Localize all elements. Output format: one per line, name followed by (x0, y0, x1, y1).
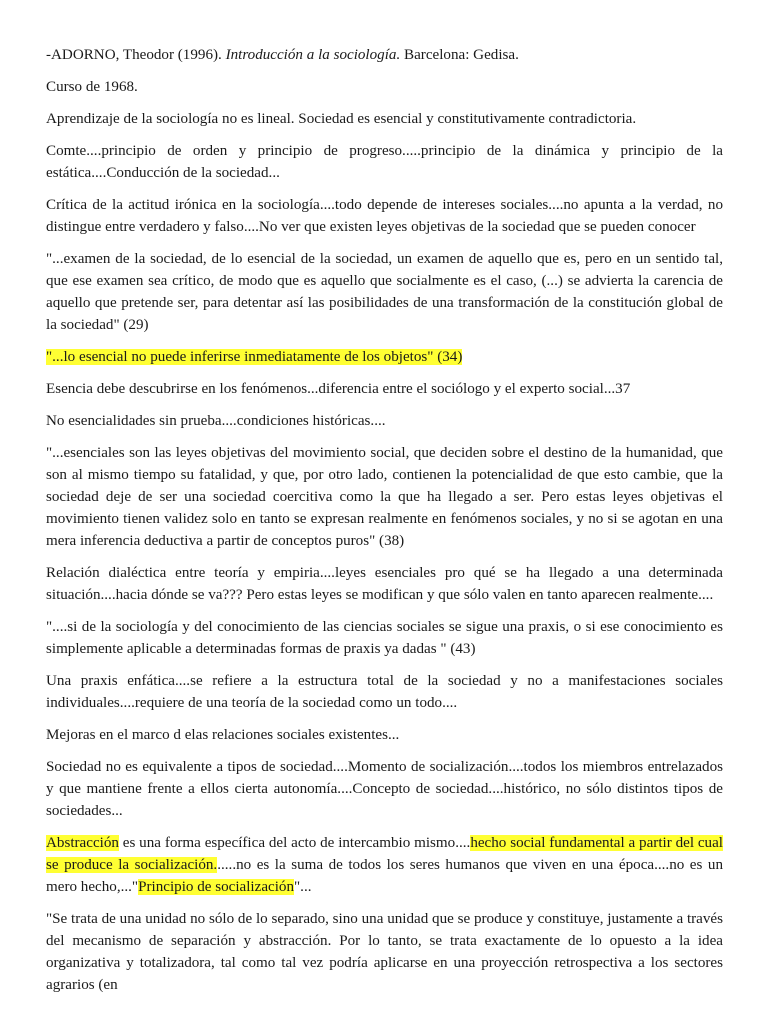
document-body (46, 44, 723, 1006)
quote-38: "...esenciales son las leyes objetivas del movimiento social, que deciden sobre el destino de la humanidad, que son al mismo tiempo su fatalidad, y que, por otro lado, contienen la potencialidad de que esto cambie, que la sociedad deje de ser una sociedad coercitiva como la que ha llegado a ser. Pero estas leyes objetivas el movimiento tienen validez solo en tanto se expresan realmente en fenómenos sociales, y no si se agotan en una mera inferencia deductiva a partir de conceptos puros" (38) (46, 445, 723, 549)
highlighted-quote-34: "...lo esencial no puede inferirse inmediatamente de los objetos" (34) (46, 349, 463, 365)
paragraph-relacion: Relación dialéctica entre teoría y empiria....leyes esenciales pro qué se ha llegado a una determinada situación....hacia dónde se va??? Pero estas leyes se modifican y que sólo valen en tanto aparecen realmente.... (46, 565, 723, 603)
citation-suffix: Barcelona: Gedisa. (400, 47, 519, 63)
paragraph-no-esencialidades: No esencialidades sin prueba....condiciones históricas.... (46, 413, 386, 429)
abstraccion-text-2: .....no es la suma de todos los seres humanos que viven en una época....no es un mero hecho,..." (46, 857, 723, 895)
quote-43: "....si de la sociología y del conocimiento de las ciencias sociales se sigue una praxis, o si ese conocimiento es simplemente aplicable a determinadas formas de praxis ya dadas " (43) (46, 619, 723, 657)
paragraph-abstraccion (46, 832, 723, 898)
quote-34 (46, 346, 723, 368)
quote-29: "...examen de la sociedad, de lo esencial de la sociedad, un examen de aquello que es, pero en un sentido tal, que ese examen sea crítico, de modo que es aquello que socialmente es el caso, (...) se advierta la carencia de aquello que pretende ser, para detentar así las posibilidades de una transformación de la constitución global de la sociedad" (29) (46, 251, 723, 333)
abstraccion-text-3: "... (294, 879, 312, 895)
highlight-hecho-social: hecho social fundamental a partir del cual se produce la socialización. (46, 835, 723, 873)
paragraph-mejoras: Mejoras en el marco d elas relaciones sociales existentes... (46, 727, 400, 743)
quote-final: "Se trata de una unidad no sólo de lo separado, sino una unidad que se produce y constituye, justamente a través del mecanismo de separación y abstracción. Por lo tanto, se trata exactamente de lo opuesto a la idea organizativa y totalizadora, tal como tal vez podría aplicarse en una proyección retrospectiva a los sectores agrarios (en (46, 911, 723, 993)
paragraph-esencia: Esencia debe descubrirse en los fenómenos...diferencia entre el sociólogo y el experto social...37 (46, 381, 631, 397)
paragraph-comte: Comte....principio de orden y principio de progreso.....principio de la dinámica y principio de la estática....Conducción de la sociedad... (46, 143, 723, 181)
abstraccion-text-1: es una forma específica del acto de intercambio mismo.... (118, 835, 471, 851)
paragraph-critica: Crítica de la actitud irónica en la sociología....todo depende de intereses sociales....no apunta a la verdad, no distingue entre verdadero y falso....No ver que existen leyes objetivas de la sociedad que se pueden conocer (46, 197, 723, 235)
highlight-abstraccion: Abstracción (46, 835, 119, 851)
highlight-principio-socializacion: Principio de socialización (138, 879, 295, 895)
course-line: Curso de 1968. (46, 79, 138, 95)
paragraph-learning: Aprendizaje de la sociología no es lineal. Sociedad es esencial y constitutivamente contradictoria. (46, 111, 637, 127)
citation (46, 44, 723, 66)
paragraph-sociedad: Sociedad no es equivalente a tipos de sociedad....Momento de socialización....todos los miembros entrelazados y que mantiene frente a ellos cierta autonomía....Concepto de sociedad....histórico, no sólo distintos tipos de sociedades... (46, 759, 723, 819)
paragraph-praxis: Una praxis enfática....se refiere a la estructura total de la sociedad y no a manifestaciones sociales individuales....requiere de una teoría de la sociedad como un todo.... (46, 673, 723, 711)
citation-prefix: -ADORNO, Theodor (1996). (46, 47, 226, 63)
citation-title: Introducción a la sociología. (225, 47, 401, 63)
